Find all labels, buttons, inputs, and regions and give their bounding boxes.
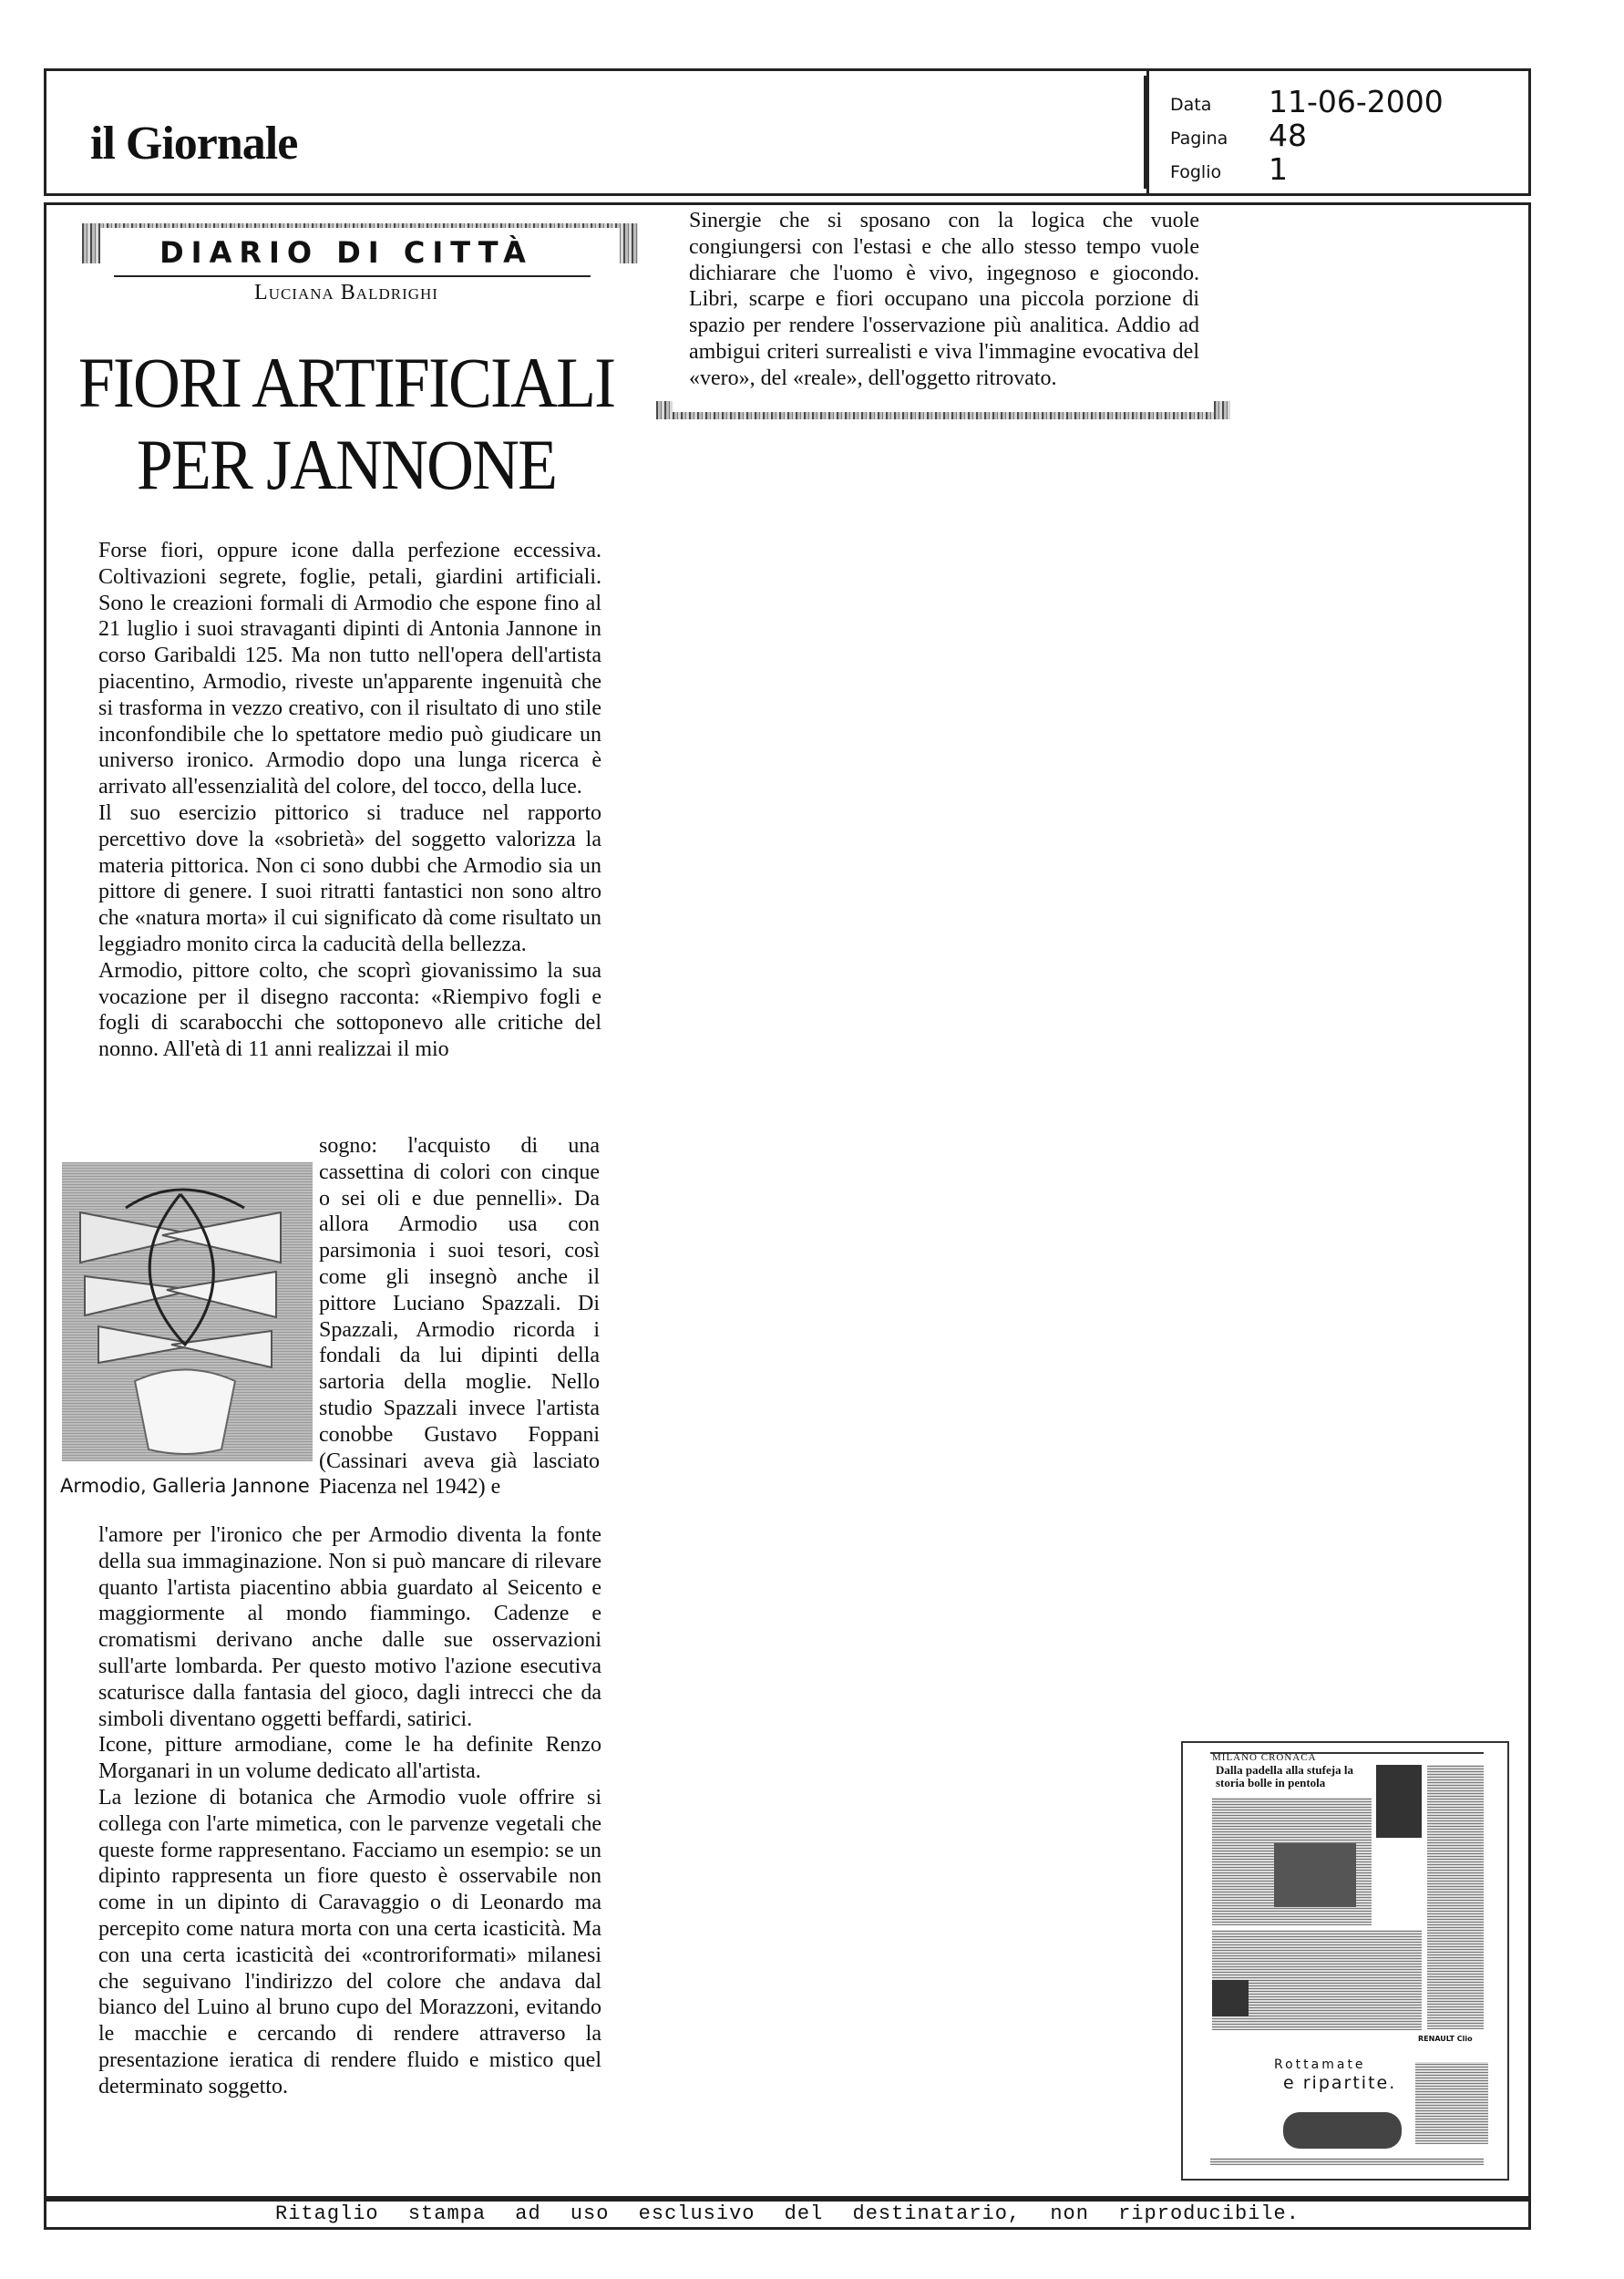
thumb-ad-line-1: Rottamate <box>1274 2057 1366 2072</box>
photo-caption: Armodio, Galleria Jannone <box>60 1475 310 1497</box>
meta-value: 48 <box>1269 118 1307 153</box>
headline-line-1: FIORI ARTIFICIALI <box>77 343 615 422</box>
header-box <box>44 68 1531 196</box>
article-column-2 <box>689 208 1199 392</box>
thumb-text-block <box>1427 1765 1484 2029</box>
thumb-car-image <box>1283 2112 1402 2149</box>
thumb-brand: RENAULT Clio <box>1418 2035 1473 2043</box>
meta-box <box>1146 71 1531 193</box>
paragraph: Sinergie che si sposano con la logica che vuole congiungersi con l'estasi e che allo stesso tempo vuole dichiarare che l'uomo è vivo, ingegnoso e giocondo. Libri, scarpe e fiori occupano una piccola porzione di spazio per rendere l'osservazione più analitica. Addio ad ambigui criteri surrealisti e viva l'immagine evocativa del «vero», del «reale», dell'oggetto ritrovato. <box>689 209 1199 390</box>
paragraph: La lezione di botanica che Armodio vuole offrire si collega con l'arte mimetica, con le parvenze vegetali che queste forme rappresentano. Facciamo un esempio: se un dipinto rappresenta un fiore questo è osservabile non come in un dipinto di Caravaggio o di Leonardo ma percepito come natura morta con una certa icasticità. Ma con una certa icasticità dei «controriformati» milanesi che seguivano l'indirizzo del colore che andava dal bianco del Luino al bruno cupo del Morazzoni, evitando le macchie e cercando di rendere attraverso la presentazione ieratica di rendere fluido e mistico quel determinato soggetto. <box>98 1785 601 2099</box>
paragraph: l'amore per l'ironico che per Armodio diventa la fonte della sua immaginazione. Non si può mancare di rilevare quanto l'artista piacentino abbia guardato al Seicento e maggiormente al mondo fiammingo. Cadenze e cromatismi derivano anche dalle sue osservazioni sull'arte lombarda. Per questo motivo l'azione esecutiva scaturisce dalla fantasia del gioco, dagli intrecci che da simboli diventano oggetti beffardi, satirici. <box>98 1523 601 1731</box>
column-2-end-band-inner <box>673 401 1214 412</box>
masthead: il Giornale <box>90 118 298 170</box>
meta-label: Pagina <box>1170 129 1228 149</box>
byline: Luciana Baldrighi <box>254 281 438 304</box>
headline-line-2: PER JANNONE <box>136 425 557 504</box>
artwork-illustration <box>62 1162 313 1461</box>
page-thumbnail <box>1181 1741 1509 2181</box>
thumb-photo <box>1212 1980 1249 2016</box>
meta-value: 11-06-2000 <box>1269 84 1444 119</box>
thumb-headline: Dalla padella alla stufeja la storia bolle in pentola <box>1216 1763 1353 1789</box>
thumb-ad-text <box>1415 2062 1488 2144</box>
article-column-1-wrap <box>319 1133 600 1500</box>
thumb-ad-footer <box>1210 2158 1484 2165</box>
footer-notice: Ritaglio stampa ad uso esclusivo del destinatario, non riproducibile. <box>275 2202 1300 2225</box>
thumb-ad-line-2: e ripartite. <box>1283 2073 1397 2093</box>
article-column-1 <box>98 538 601 1063</box>
meta-label: Data <box>1170 95 1212 115</box>
paragraph: Il suo esercizio pittorico si traduce nel rapporto percettivo dove la «sobrietà» del soggetto valorizza la materia pittorica. Non ci sono dubbi che Armodio sia un pittore di genere. I suoi ritratti fantastici non sono altro che «natura morta» il cui significato dà come risultato un leggiadro monito circa la caducità della bellezza. <box>98 800 601 956</box>
thumb-photo <box>1376 1765 1422 1838</box>
artwork-photo <box>62 1162 313 1461</box>
headline <box>78 342 615 506</box>
thumb-photo <box>1274 1843 1356 1907</box>
article-column-1-lower <box>98 1522 601 2100</box>
paragraph: Forse fiori, oppure icone dalla perfezione eccessiva. Coltivazioni segrete, foglie, petali, giardini artificiali. Sono le creazioni formali di Armodio che espone fino al 21 luglio i suoi stravaganti dipinti di Antonia Jannone in corso Garibaldi 125. Ma non tutto nell'opera dell'artista piacentino, Armodio, riveste un'apparente ingenuità che si trasforma in vezzo creativo, con il risultato di uno stile inconfondibile che lo spettatore medio può giudicare un universo ironico. Armodio dopo una lunga ricerca è arrivato all'essenzialità del colore, del tocco, della luce. <box>98 539 601 799</box>
section-rule <box>114 275 591 277</box>
meta-label: Foglio <box>1170 162 1222 182</box>
section-title: DIARIO DI CITTÀ <box>159 235 533 270</box>
footer-box <box>44 2199 1531 2230</box>
paragraph: Armodio, pittore colto, che scoprì giovanissimo la sua vocazione per il disegno racconta: «Riempivo fogli e fogli di scarabocchi che sottoponevo alle critiche del nonno. All'età di 11 anni realizzai il mio <box>98 958 601 1062</box>
meta-value: 1 <box>1269 151 1288 187</box>
thumb-section: MILANO CRONACA <box>1212 1752 1317 1763</box>
paragraph: sogno: l'acquisto di una cassettina di colori con cinque o sei oli e due pennelli». Da allora Armodio usa con parsimonia i suoi tesori, così come gli insegnò anche il pittore Luciano Spazzali. Di Spazzali, Armodio ricorda i fondali da lui dipinti della sartoria della moglie. Nello studio Spazzali invece l'artista conobbe Gustavo Foppani (Cassinari aveva già lasciato Piacenza nel 1942) e <box>319 1134 600 1500</box>
paragraph: Icone, pitture armodiane, come le ha definite Renzo Morganari in un volume dedicato all'artista. <box>98 1733 601 1784</box>
